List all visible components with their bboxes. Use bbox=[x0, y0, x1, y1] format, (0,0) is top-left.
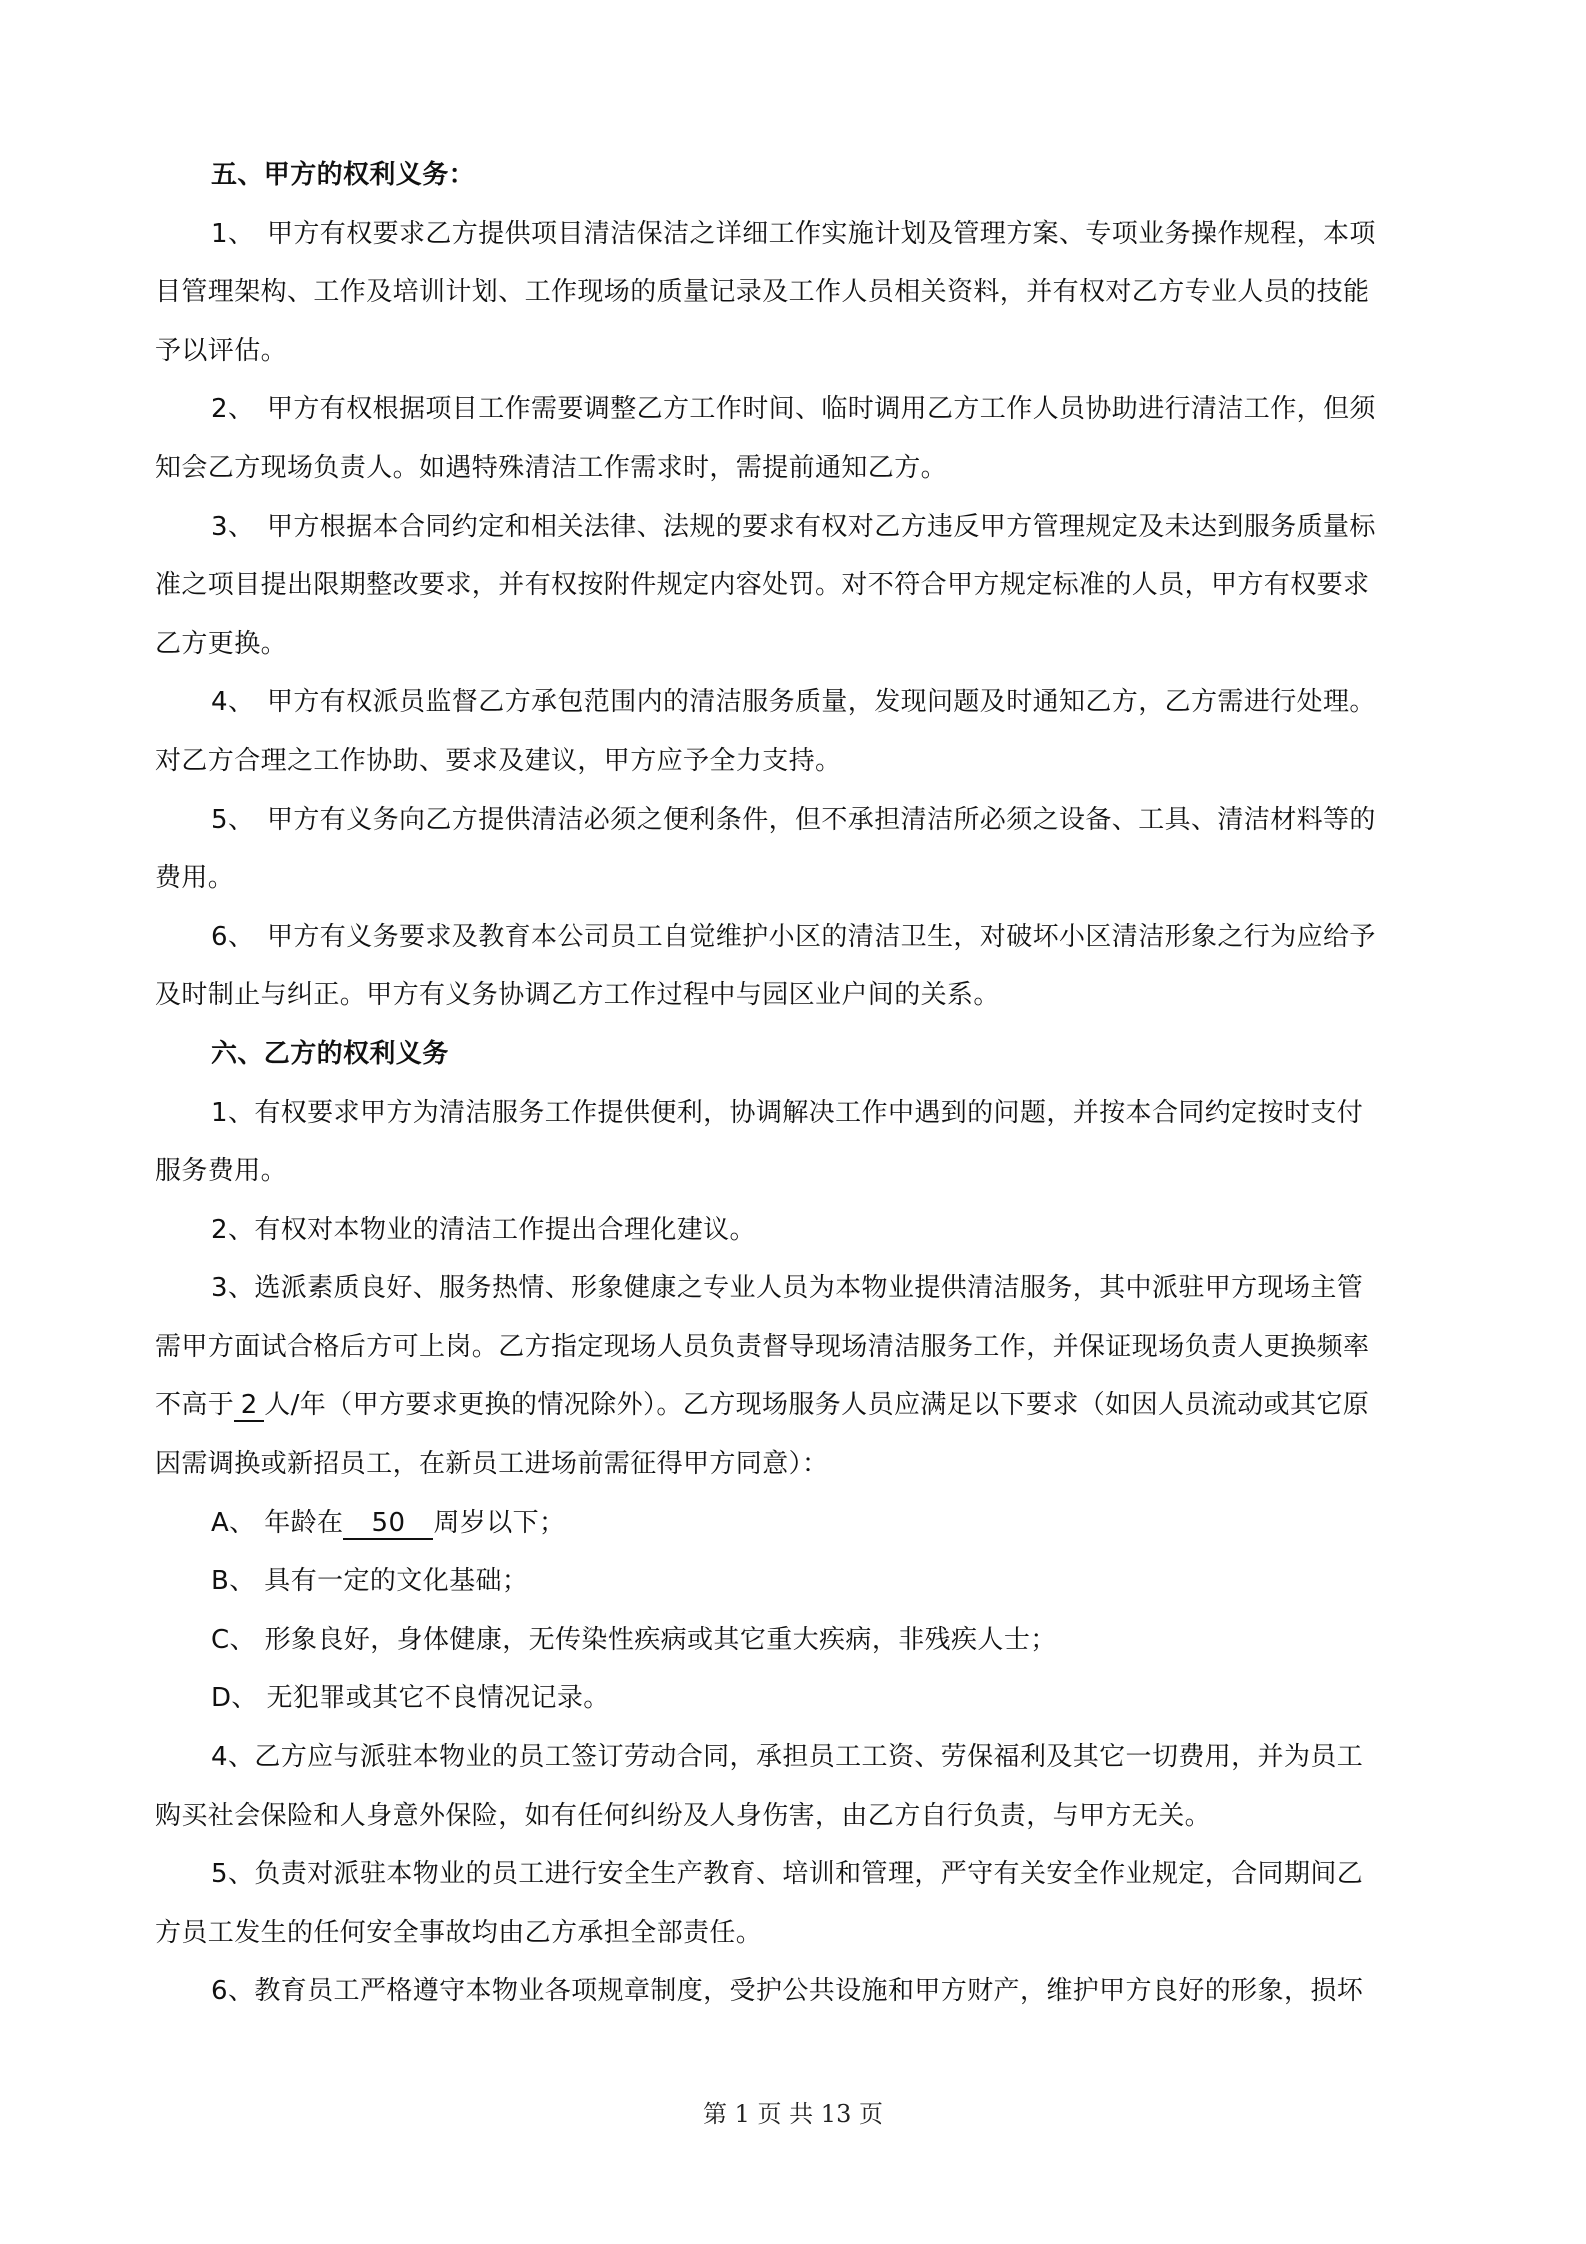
sec6-item1-line2: 服务费用。 bbox=[155, 1156, 288, 1187]
sec6-item6-line1: 6、教育员工严格遵守本物业各项规章制度，受护公共设施和甲方财产，维护甲方良好的形象，损坏 bbox=[211, 1976, 1364, 2007]
section-six-title: 六、乙方的权利义务 bbox=[211, 1038, 449, 1069]
requirement-d: D、 无犯罪或其它不良情况记录。 bbox=[211, 1683, 610, 1714]
sec5-item5-line2: 费用。 bbox=[155, 863, 235, 894]
sec6-item3-line2: 需甲方面试合格后方可上岗。乙方指定现场人员负责督导现场清洁服务工作，并保证现场负责人更换频率 bbox=[155, 1331, 1370, 1362]
sec6-item1-line1: 1、有权要求甲方为清洁服务工作提供便利，协调解决工作中遇到的问题，并按本合同约定按时支付 bbox=[211, 1097, 1364, 1128]
sec5-item4-line2: 对乙方合理之工作协助、要求及建议，甲方应予全力支持。 bbox=[155, 745, 842, 776]
age-limit-field: 50 bbox=[343, 1508, 433, 1540]
item-number: 6、 bbox=[211, 921, 255, 952]
sec5-item1-line1 bbox=[155, 205, 1445, 264]
item-text: 甲方有义务向乙方提供清洁必须之便利条件，但不承担清洁所必须之设备、工具、清洁材料等的 bbox=[267, 804, 1376, 835]
requirement-a-prefix: A、 年龄在 bbox=[211, 1507, 344, 1538]
sec6-item5-line1: 5、负责对派驻本物业的员工进行安全生产教育、培训和管理，严守有关安全作业规定，合同期间乙 bbox=[211, 1859, 1364, 1890]
item-text: 甲方有权要求乙方提供项目清洁保洁之详细工作实施计划及管理方案、专项业务操作规程，本项 bbox=[267, 218, 1376, 249]
sec6-item3-line3 bbox=[155, 1376, 1445, 1435]
sec5-item3-line1 bbox=[155, 498, 1445, 557]
item-text: 甲方有义务要求及教育本公司员工自觉维护小区的清洁卫生，对破坏小区清洁形象之行为应给予 bbox=[267, 921, 1376, 952]
item-number: 3、 bbox=[211, 511, 255, 542]
sec5-item4-line1 bbox=[155, 673, 1445, 732]
item-text: 甲方有权派员监督乙方承包范围内的清洁服务质量，发现问题及时通知乙方，乙方需进行处理。 bbox=[267, 687, 1376, 718]
requirement-a-suffix: 周岁以下； bbox=[433, 1507, 566, 1538]
item-number: 4、 bbox=[211, 687, 255, 718]
sec6-item5-line2: 方员工发生的任何安全事故均由乙方承担全部责任。 bbox=[155, 1917, 763, 1948]
frequency-suffix: 人/年（甲方要求更换的情况除外）。乙方现场服务人员应满足以下要求（如因人员流动或其它原 bbox=[264, 1390, 1370, 1421]
item-text: 甲方根据本合同约定和相关法律、法规的要求有权对乙方违反甲方管理规定及未达到服务质量标 bbox=[267, 511, 1376, 542]
page-number-footer: 第 1 页 共 13 页 bbox=[703, 2100, 883, 2128]
item-number: 2、 bbox=[211, 394, 255, 425]
sec5-item1-line2: 目管理架构、工作及培训计划、工作现场的质量记录及工作人员相关资料，并有权对乙方专业人员的技能 bbox=[155, 277, 1370, 308]
requirement-b: B、 具有一定的文化基础； bbox=[211, 1566, 529, 1597]
sec5-item2-line2: 知会乙方现场负责人。如遇特殊清洁工作需求时，需提前通知乙方。 bbox=[155, 452, 948, 483]
sec6-item3-line1: 3、选派素质良好、服务热情、形象健康之专业人员为本物业提供清洁服务，其中派驻甲方现场主管 bbox=[211, 1273, 1364, 1304]
item-number: 1、 bbox=[211, 218, 255, 249]
sec6-item2-line1: 2、有权对本物业的清洁工作提出合理化建议。 bbox=[211, 1214, 756, 1245]
replacement-limit-field: 2 bbox=[234, 1390, 264, 1422]
sec6-item3-line4: 因需调换或新招员工，在新员工进场前需征得甲方同意）： bbox=[155, 1449, 829, 1480]
sec5-item2-line1 bbox=[155, 380, 1445, 439]
sec5-item6-line1 bbox=[155, 908, 1445, 967]
requirement-c: C、 形象良好，身体健康，无传染性疾病或其它重大疾病，非残疾人士； bbox=[211, 1624, 1057, 1655]
sec5-item6-line2: 及时制止与纠正。甲方有义务协调乙方工作过程中与园区业户间的关系。 bbox=[155, 980, 1000, 1011]
sec5-item3-line2: 准之项目提出限期整改要求，并有权按附件规定内容处罚。对不符合甲方规定标准的人员，甲方有权要求 bbox=[155, 570, 1370, 601]
sec5-item3-line3: 乙方更换。 bbox=[155, 628, 288, 659]
sec6-item4-line1: 4、乙方应与派驻本物业的员工签订劳动合同，承担员工工资、劳保福利及其它一切费用，并为员工 bbox=[211, 1742, 1364, 1773]
section-five-title: 五、甲方的权利义务： bbox=[211, 160, 476, 190]
document-page bbox=[155, 146, 1445, 2021]
item-number: 5、 bbox=[211, 804, 255, 835]
sec5-item5-line1 bbox=[155, 791, 1445, 850]
item-text: 甲方有权根据项目工作需要调整乙方工作时间、临时调用乙方工作人员协助进行清洁工作，但须 bbox=[267, 394, 1376, 425]
sec6-item4-line2: 购买社会保险和人身意外保险，如有任何纠纷及人身伤害，由乙方自行负责，与甲方无关。 bbox=[155, 1800, 1212, 1831]
frequency-prefix: 不高于 bbox=[155, 1390, 235, 1421]
sec5-item1-line3: 予以评估。 bbox=[155, 335, 288, 366]
requirement-a bbox=[155, 1494, 1445, 1553]
